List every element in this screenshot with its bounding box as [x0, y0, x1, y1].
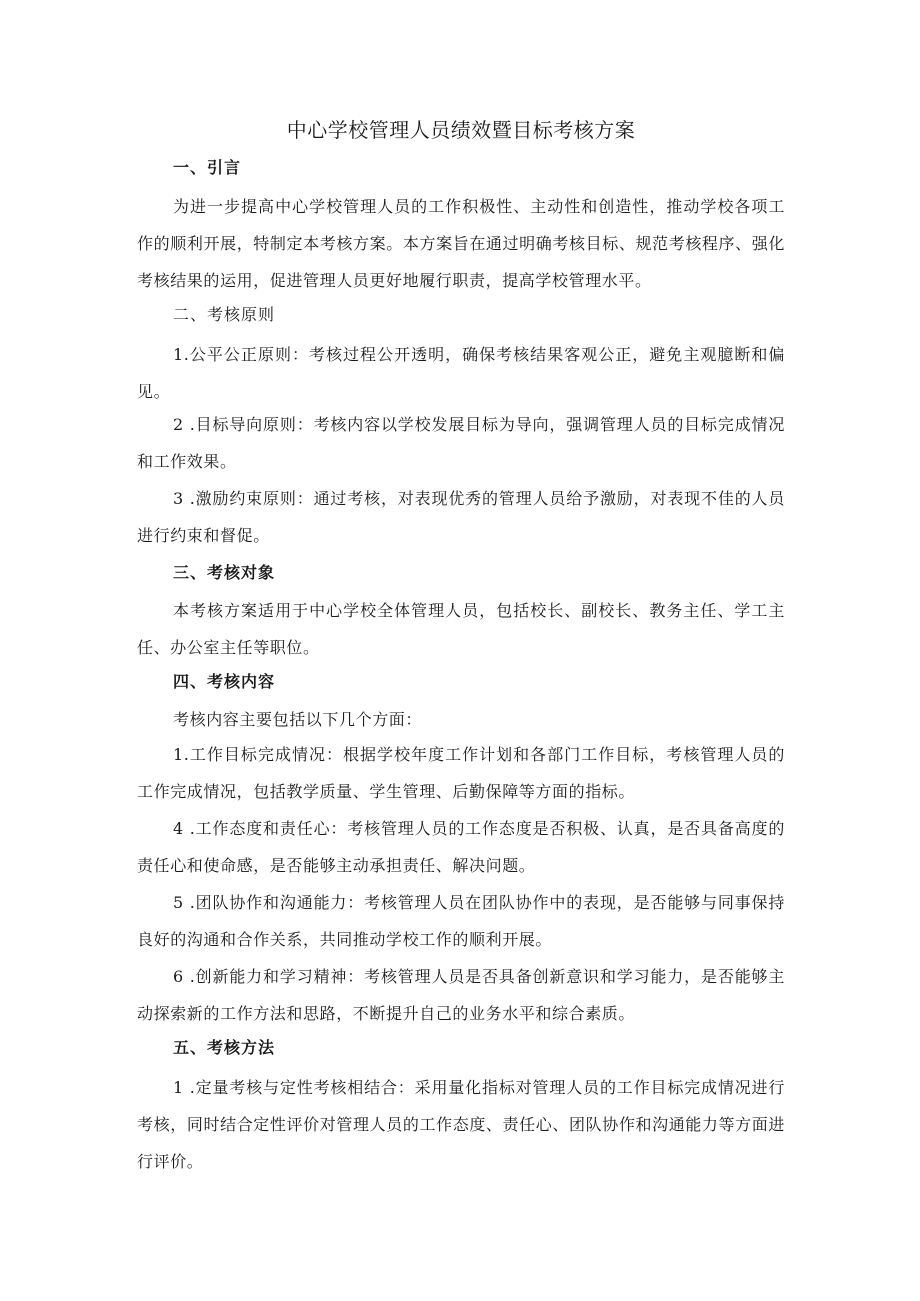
paragraph-content-1: 1.工作目标完成情况：根据学校年度工作计划和各部门工作目标，考核管理人员的工作完成情况，包括教学质量、学生管理、后勤保障等方面的指标。	[137, 745, 785, 801]
paragraph-targets: 本考核方案适用于中心学校全体管理人员，包括校长、副校长、教务主任、学工主任、办公室主任等职位。	[137, 601, 785, 657]
paragraph-principle-2: 2 .目标导向原则：考核内容以学校发展目标为导向，强调管理人员的目标完成情况和工作效果。	[137, 415, 785, 471]
paragraph-content-4: 4 .工作态度和责任心：考核管理人员的工作态度是否积极、认真，是否具备高度的责任心和使命感，是否能够主动承担责任、解决问题。	[137, 819, 785, 875]
document-title: 中心学校管理人员绩效暨目标考核方案	[286, 118, 636, 142]
paragraph-content-intro: 考核内容主要包括以下几个方面：	[173, 710, 423, 729]
section-heading-content: 四、考核内容	[173, 672, 276, 691]
paragraph-methods-1: 1 .定量考核与定性考核相结合：采用量化指标对管理人员的工作目标完成情况进行考核，同时结合定性评价对管理人员的工作态度、责任心、团队协作和沟通能力等方面进行评价。	[137, 1078, 785, 1171]
section-heading-intro: 一、引言	[173, 158, 242, 177]
section-heading-principles: 二、考核原则	[173, 305, 276, 324]
paragraph-content-5: 5 .团队协作和沟通能力：考核管理人员在团队协作中的表现，是否能够与同事保持良好的沟通和合作关系，共同推动学校工作的顺利开展。	[137, 893, 785, 949]
section-heading-targets: 三、考核对象	[173, 563, 276, 582]
section-heading-methods: 五、考核方法	[173, 1038, 276, 1057]
paragraph-intro: 为进一步提高中心学校管理人员的工作积极性、主动性和创造性，推动学校各项工作的顺利开展，特制定本考核方案。本方案旨在通过明确考核目标、规范考核程序、强化考核结果的运用，促进管理人员更好地履行职责，提高学校管理水平。	[137, 197, 785, 290]
paragraph-principle-1: 1.公平公正原则：考核过程公开透明，确保考核结果客观公正，避免主观臆断和偏见。	[137, 345, 785, 401]
paragraph-content-6: 6 .创新能力和学习精神：考核管理人员是否具备创新意识和学习能力，是否能够主动探索新的工作方法和思路，不断提升自己的业务水平和综合素质。	[137, 967, 785, 1023]
paragraph-principle-3: 3 .激励约束原则：通过考核，对表现优秀的管理人员给予激励，对表现不佳的人员进行约束和督促。	[137, 489, 785, 545]
